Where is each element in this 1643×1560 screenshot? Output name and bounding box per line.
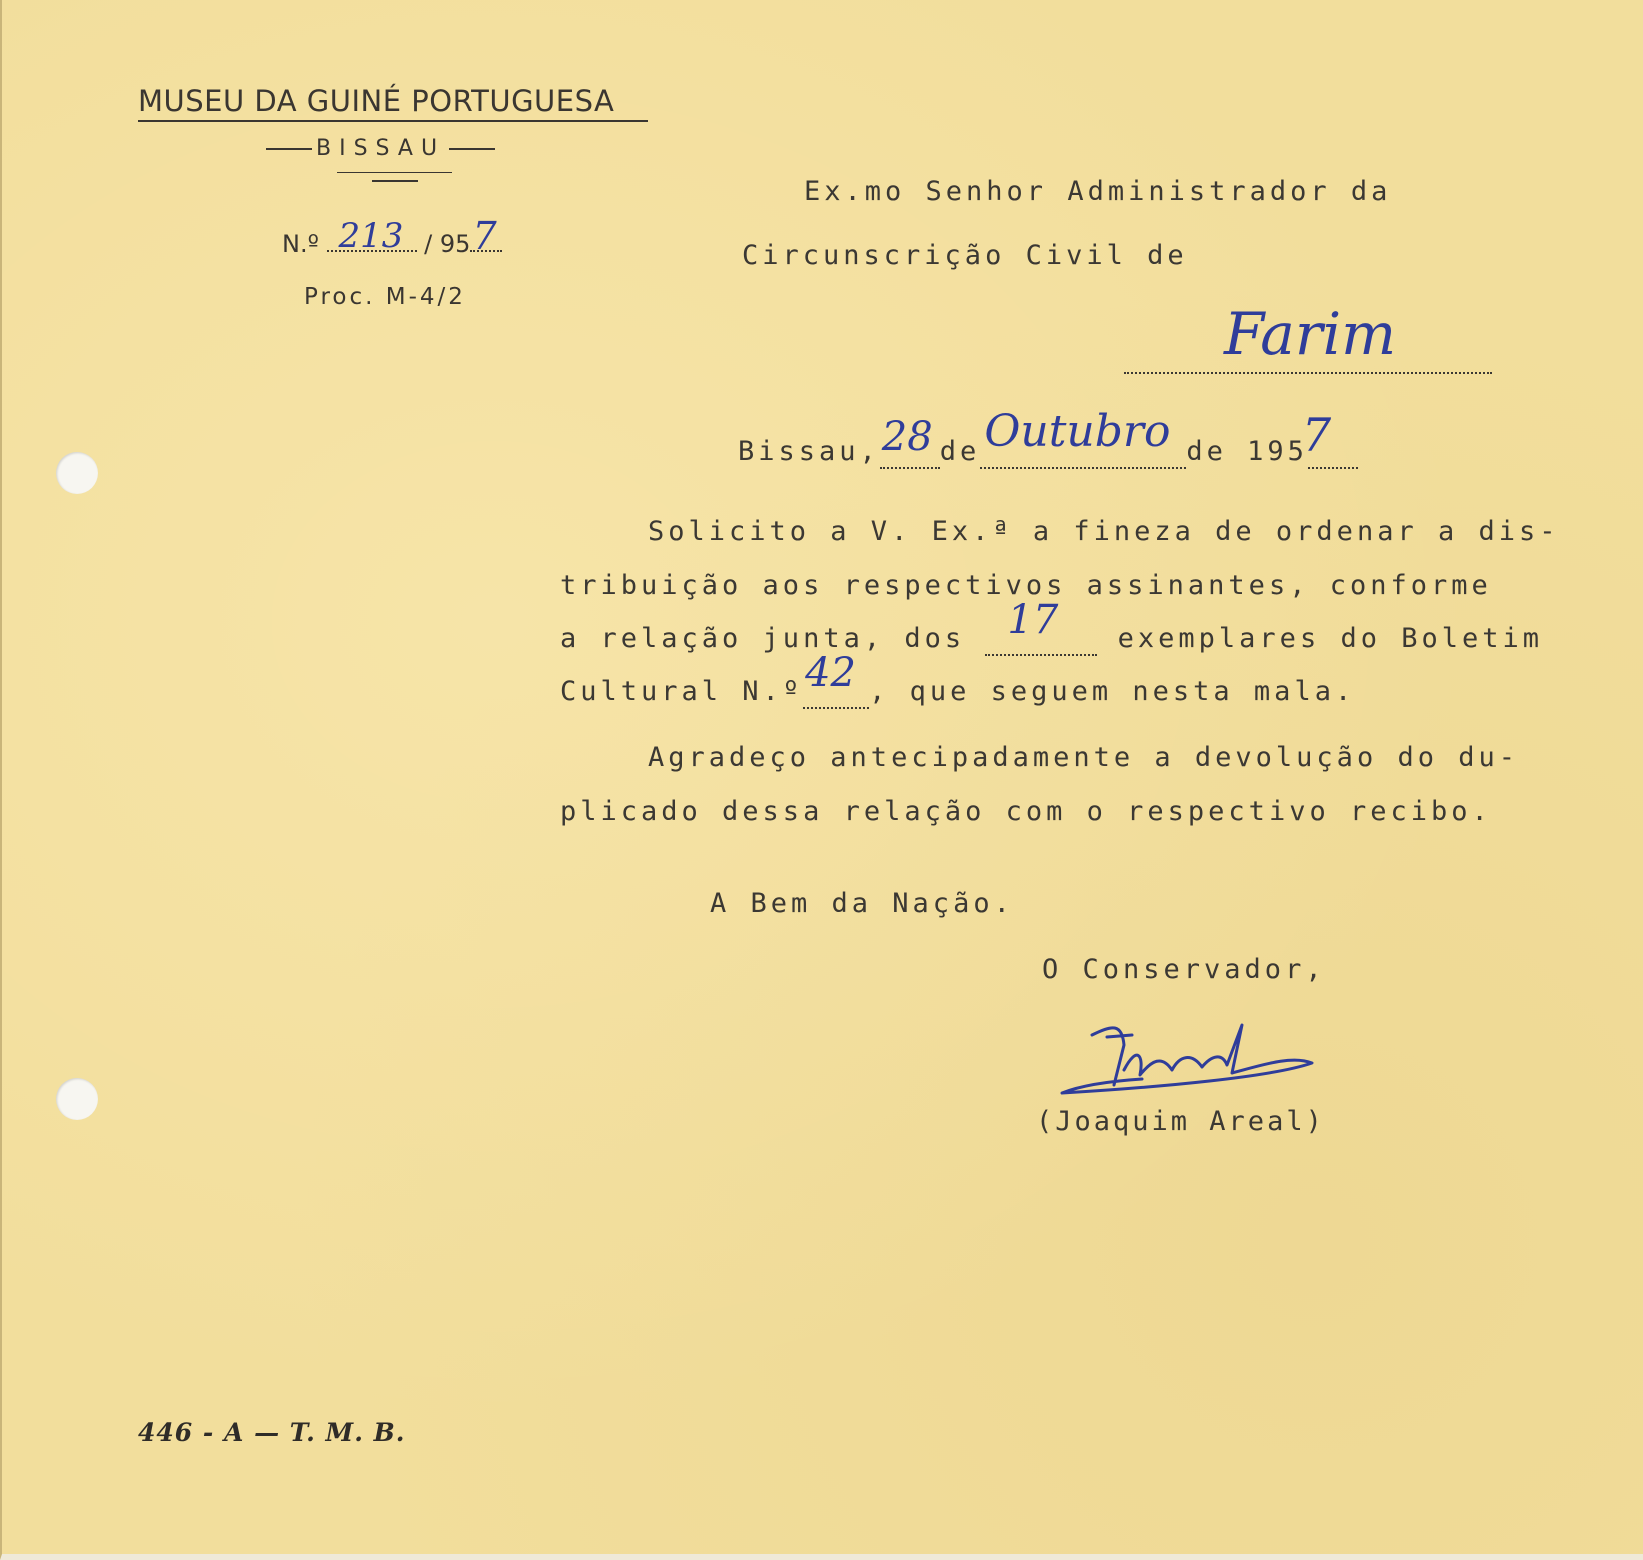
- process-reference: Proc. M-4/2: [304, 284, 466, 310]
- body-p1-line-4a: Cultural N.º: [560, 676, 804, 707]
- closing-title: O Conservador,: [1042, 954, 1326, 985]
- issue-handwritten: 42: [805, 650, 856, 696]
- body-p1-line-1: Solicito a V. Ex.ª a fineza de ordenar a dis-: [648, 516, 1560, 547]
- date-year-handwritten: 7: [1301, 408, 1332, 462]
- body-p1-line-4: [560, 650, 1356, 709]
- day-field: [880, 414, 940, 469]
- year-handwritten: 7: [472, 214, 497, 258]
- addressee-line-2: Circunscrição Civil de: [742, 240, 1188, 271]
- signatory-name: (Joaquim Areal): [1036, 1106, 1325, 1137]
- number-prefix: N.º: [282, 230, 319, 258]
- body-p1-line-3: [560, 597, 1544, 656]
- year-field: [470, 214, 502, 258]
- count-field: [985, 597, 1097, 656]
- year-prefix: / 95: [424, 230, 471, 258]
- signature-icon: [1052, 1015, 1337, 1115]
- count-handwritten: 17: [1007, 597, 1059, 643]
- year-digit-field: [1301, 408, 1358, 469]
- body-p1-line-3a: a relação junta, dos: [560, 623, 966, 654]
- date-de-2: de 195: [1186, 436, 1308, 467]
- body-p1-line-2: tribuição aos respectivos assinantes, conforme: [560, 570, 1492, 601]
- reference-number: [282, 214, 502, 258]
- number-handwritten: 213: [338, 216, 404, 256]
- number-field: [327, 216, 417, 256]
- body-p1-line-4b: , que seguem nesta mala.: [869, 676, 1356, 707]
- addressee-line-1: Ex.mo Senhor Administrador da: [804, 176, 1392, 207]
- ornament-rule-short: [372, 180, 418, 182]
- date-de-1: de: [939, 436, 981, 467]
- body-p2-line-2: plicado dessa relação com o respectivo recibo.: [560, 796, 1492, 827]
- day-handwritten: 28: [881, 414, 933, 460]
- location-handwritten: Farim: [1224, 300, 1397, 368]
- date-city: Bissau,: [738, 436, 880, 467]
- issue-field: [803, 650, 869, 709]
- body-p2-line-1: Agradeço antecipadamente a devolução do du-: [648, 742, 1519, 773]
- form-code: 446 - A — T. M. B.: [138, 1418, 406, 1447]
- punch-hole-bottom: [56, 1078, 98, 1120]
- body-p1-line-3b: exemplares do Boletim: [1117, 623, 1544, 654]
- location-field: [1124, 372, 1492, 374]
- institution-name: MUSEU DA GUINÉ PORTUGUESA: [138, 84, 615, 118]
- closing-salutation: A Bem da Nação.: [710, 888, 1014, 919]
- letterhead-city: [262, 136, 499, 161]
- letterhead-city-text: BISSAU: [316, 136, 446, 161]
- month-field: [980, 406, 1186, 469]
- ornament-rule: [337, 172, 452, 173]
- date-line: [738, 406, 1358, 469]
- punch-hole-top: [56, 452, 98, 494]
- month-handwritten: Outubro: [984, 406, 1171, 457]
- institution-underline: [138, 120, 648, 122]
